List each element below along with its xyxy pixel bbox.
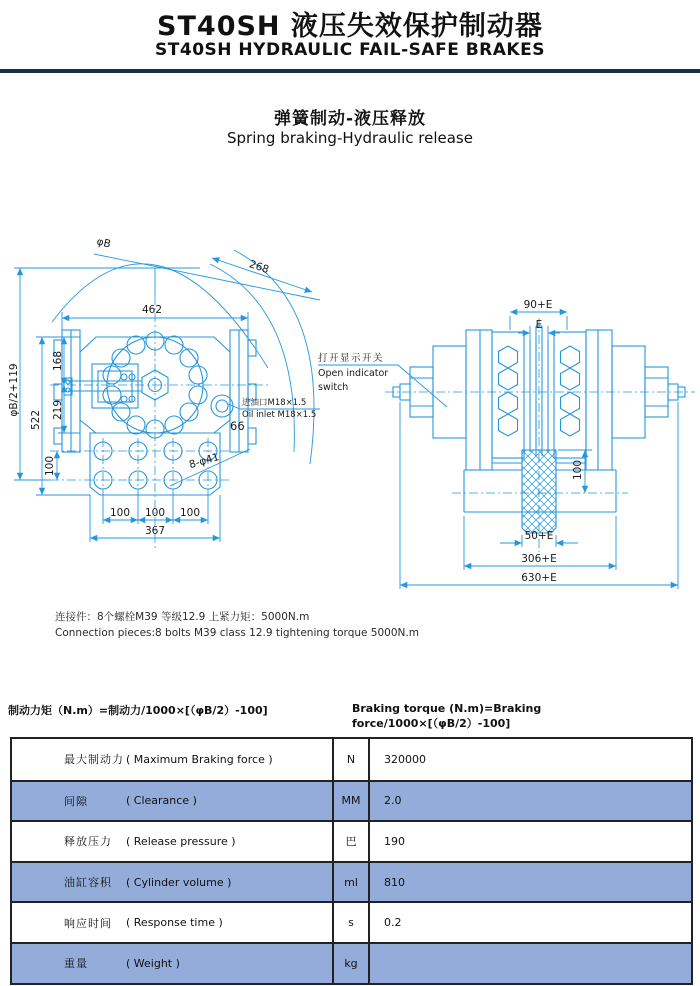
dim-268-label: 268 xyxy=(247,258,271,277)
dim-219-label: 219 xyxy=(52,399,64,421)
table-row xyxy=(12,739,691,780)
spec-value: 810 xyxy=(384,875,405,889)
spec-unit: N xyxy=(334,739,370,780)
dim-50e-label: 50+E xyxy=(524,530,554,542)
spec-table xyxy=(10,737,693,985)
spec-label-zh: 释放压力 xyxy=(64,835,112,849)
dim-100-b2-label: 100 xyxy=(144,507,166,519)
dim-100-left-label: 100 xyxy=(44,455,56,477)
table-row xyxy=(12,901,691,942)
table-row xyxy=(12,861,691,902)
formula-en: Braking torque (N.m)=Braking force/1000×[（φB/2）-100] xyxy=(352,702,542,730)
dim-168-label: 168 xyxy=(52,350,64,372)
spec-label-en: ( Cylinder volume ) xyxy=(126,875,232,889)
table-row xyxy=(12,780,691,821)
spec-unit: MM xyxy=(334,782,370,821)
spec-value: 190 xyxy=(384,834,405,848)
spec-unit: 巴 xyxy=(334,822,370,861)
spec-label-cell xyxy=(12,822,334,861)
spec-value xyxy=(370,944,691,983)
section-heading-zh: 弹簧制动-液压释放 xyxy=(273,109,427,129)
dim-100-right-label: 100 xyxy=(572,459,584,481)
dim-522-label: 522 xyxy=(30,409,42,431)
spec-label-zh: 最大制动力 xyxy=(64,753,124,767)
spec-label-zh: 响应时间 xyxy=(64,916,112,930)
spec-label-cell xyxy=(12,903,334,942)
spec-unit: s xyxy=(334,903,370,942)
dim-367-label: 367 xyxy=(144,525,166,537)
dim-90e-label: 90+E xyxy=(523,299,553,311)
spec-label-en: ( Maximum Braking force ) xyxy=(126,752,273,766)
bolt-callout-label: 8-φ41 xyxy=(187,451,221,472)
connection-note-en: Connection pieces:8 bolts M39 class 12.9 tightening torque 5000N.m xyxy=(55,627,419,639)
table-row xyxy=(12,820,691,861)
spec-label-en: ( Response time ) xyxy=(126,916,223,930)
spec-label-en: ( Release pressure ) xyxy=(126,834,236,848)
spec-label-en: ( Weight ) xyxy=(126,956,180,970)
dim-630e-label: 630+E xyxy=(521,572,557,584)
dim-66-label: 66 xyxy=(230,419,245,433)
side-view-drawing xyxy=(318,299,695,589)
spec-unit: ml xyxy=(334,863,370,902)
spec-label-zh: 油缸容积 xyxy=(64,876,112,890)
indicator-switch-label-en1: Open indicator xyxy=(318,368,389,379)
connection-note xyxy=(55,609,419,641)
page-title-zh: ST40SH 液压失效保护制动器 xyxy=(157,11,543,42)
page-title-en: ST40SH HYDRAULIC FAIL-SAFE BRAKES xyxy=(155,40,545,60)
dim-306e-label: 306+E xyxy=(521,553,557,565)
front-view-drawing xyxy=(8,236,320,548)
spec-label-cell xyxy=(12,739,334,780)
spec-value: 2.0 xyxy=(384,794,402,808)
spec-value: 320000 xyxy=(384,752,426,766)
spec-unit: kg xyxy=(334,944,370,983)
table-row xyxy=(12,942,691,983)
release-arm xyxy=(64,364,142,408)
section-heading-en: Spring braking-Hydraulic release xyxy=(227,129,473,147)
dim-phi-b-label: φB xyxy=(95,235,112,251)
dim-462-label: 462 xyxy=(141,304,163,316)
dim-phi-b-half-label: φB/2+119 xyxy=(8,363,20,417)
spec-label-cell xyxy=(12,863,334,902)
spec-label-cell xyxy=(12,782,334,821)
spec-label-cell xyxy=(12,944,334,983)
oil-inlet-label-zh: 进油口M18×1.5 xyxy=(242,398,307,408)
spec-label-zh: 间隙 xyxy=(64,794,88,808)
dim-e-label: E xyxy=(535,319,543,331)
indicator-switch-label-zh: 打开显示开关 xyxy=(318,353,385,364)
connection-note-zh: 连接件：8个螺栓M39 等级12.9 上紧力矩：5000N.m xyxy=(55,611,310,623)
oil-inlet-label-en: Oil inlet M18×1.5 xyxy=(242,410,317,420)
spec-label-en: ( Clearance ) xyxy=(126,794,197,808)
dim-100-b1-label: 100 xyxy=(109,507,131,519)
spec-value: 0.2 xyxy=(384,916,402,930)
spec-label-zh: 重量 xyxy=(64,957,88,971)
indicator-switch-label-en2: switch xyxy=(318,382,349,393)
formula-zh: 制动力矩（N.m）=制动力/1000×[（φB/2）-100] xyxy=(8,704,268,717)
dim-100-b3-label: 100 xyxy=(179,507,201,519)
